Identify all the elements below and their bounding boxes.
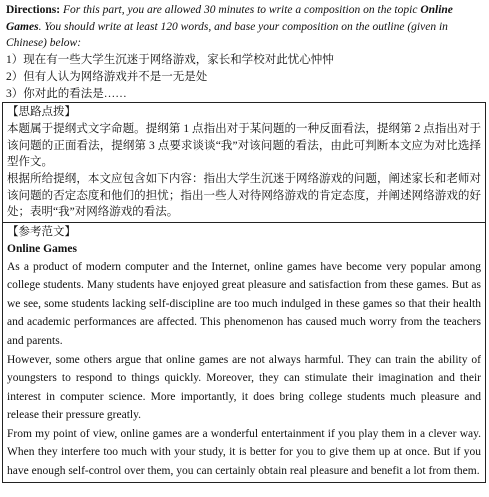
essay-title: Online Games [7,242,77,255]
analysis-paragraph-1: 本题属于提纲式文字命题。提纲第 1 点指出对于某问题的一种反面看法，提纲第 2 点指出对于该问题的正面看法，提纲第 3 点要求谈谈“我”对该问题的看法，由此可判断本文应为对比选择型作文。 [7,122,481,169]
outline-item-3: 3）你对此的看法是…… [6,87,127,100]
outline-item-2: 2）但有人认为网络游戏并不是一无是处 [6,70,208,83]
directions-text-before: For this part, you are allowed 30 minutes to write a composition on the topic [60,4,421,16]
directions-paragraph [2,2,486,52]
document-page [2,2,486,483]
analysis-heading: 【思路点拨】 [7,106,76,119]
essay-paragraph-2: However, some others argue that online games are not always harmful. They can train the ability of youngsters to respond to things quickly. Moreover, they can stimulate their imagination and their interest in computer science. More importantly, it does bring college students much pleasure and release their pressure greatly. [7,353,481,422]
sample-heading: 【参考范文】 [7,226,76,239]
directions-text-after: . You should write at least 120 words, and base your composition on the outline (given in Chinese) below: [6,20,448,50]
essay-paragraph-3: From my point of view, online games are a wonderful entertainment if you play them in a clever way. When they interfere too much with your study, it is better for you to give them up at once. But if you have enough self-control over them, you can certainly obtain real pleasure and benefit a lot from them. [7,427,481,478]
directions-topic: Online Games [6,4,453,33]
sample-essay-box [2,223,486,483]
outline-item-1: 1）现在有一些大学生沉迷于网络游戏，家长和学校对此忧心忡忡 [6,54,334,67]
essay-paragraph-1: As a product of modern computer and the Internet, online games have become very popular among college students. Many students have enjoyed great pleasure and satisfaction from these games. But as we see, some students lacking self-discipline are too much indulged in these games so that their health and academic performances are affected. This phenomenon has caused much worry from the teachers and parents. [7,260,481,347]
directions-label: Directions: [6,4,61,16]
outline-list [2,52,486,102]
analysis-paragraph-2: 根据所给提纲，本文应包含如下内容：指出大学生沉迷于网络游戏的问题，阐述家长和老师对该问题的否定态度和他们的担忧；指出一些人对待网络游戏的肯定态度，并阐述网络游戏的好处；表明“我”对网络游戏的看法。 [7,173,481,219]
analysis-box [2,102,486,223]
